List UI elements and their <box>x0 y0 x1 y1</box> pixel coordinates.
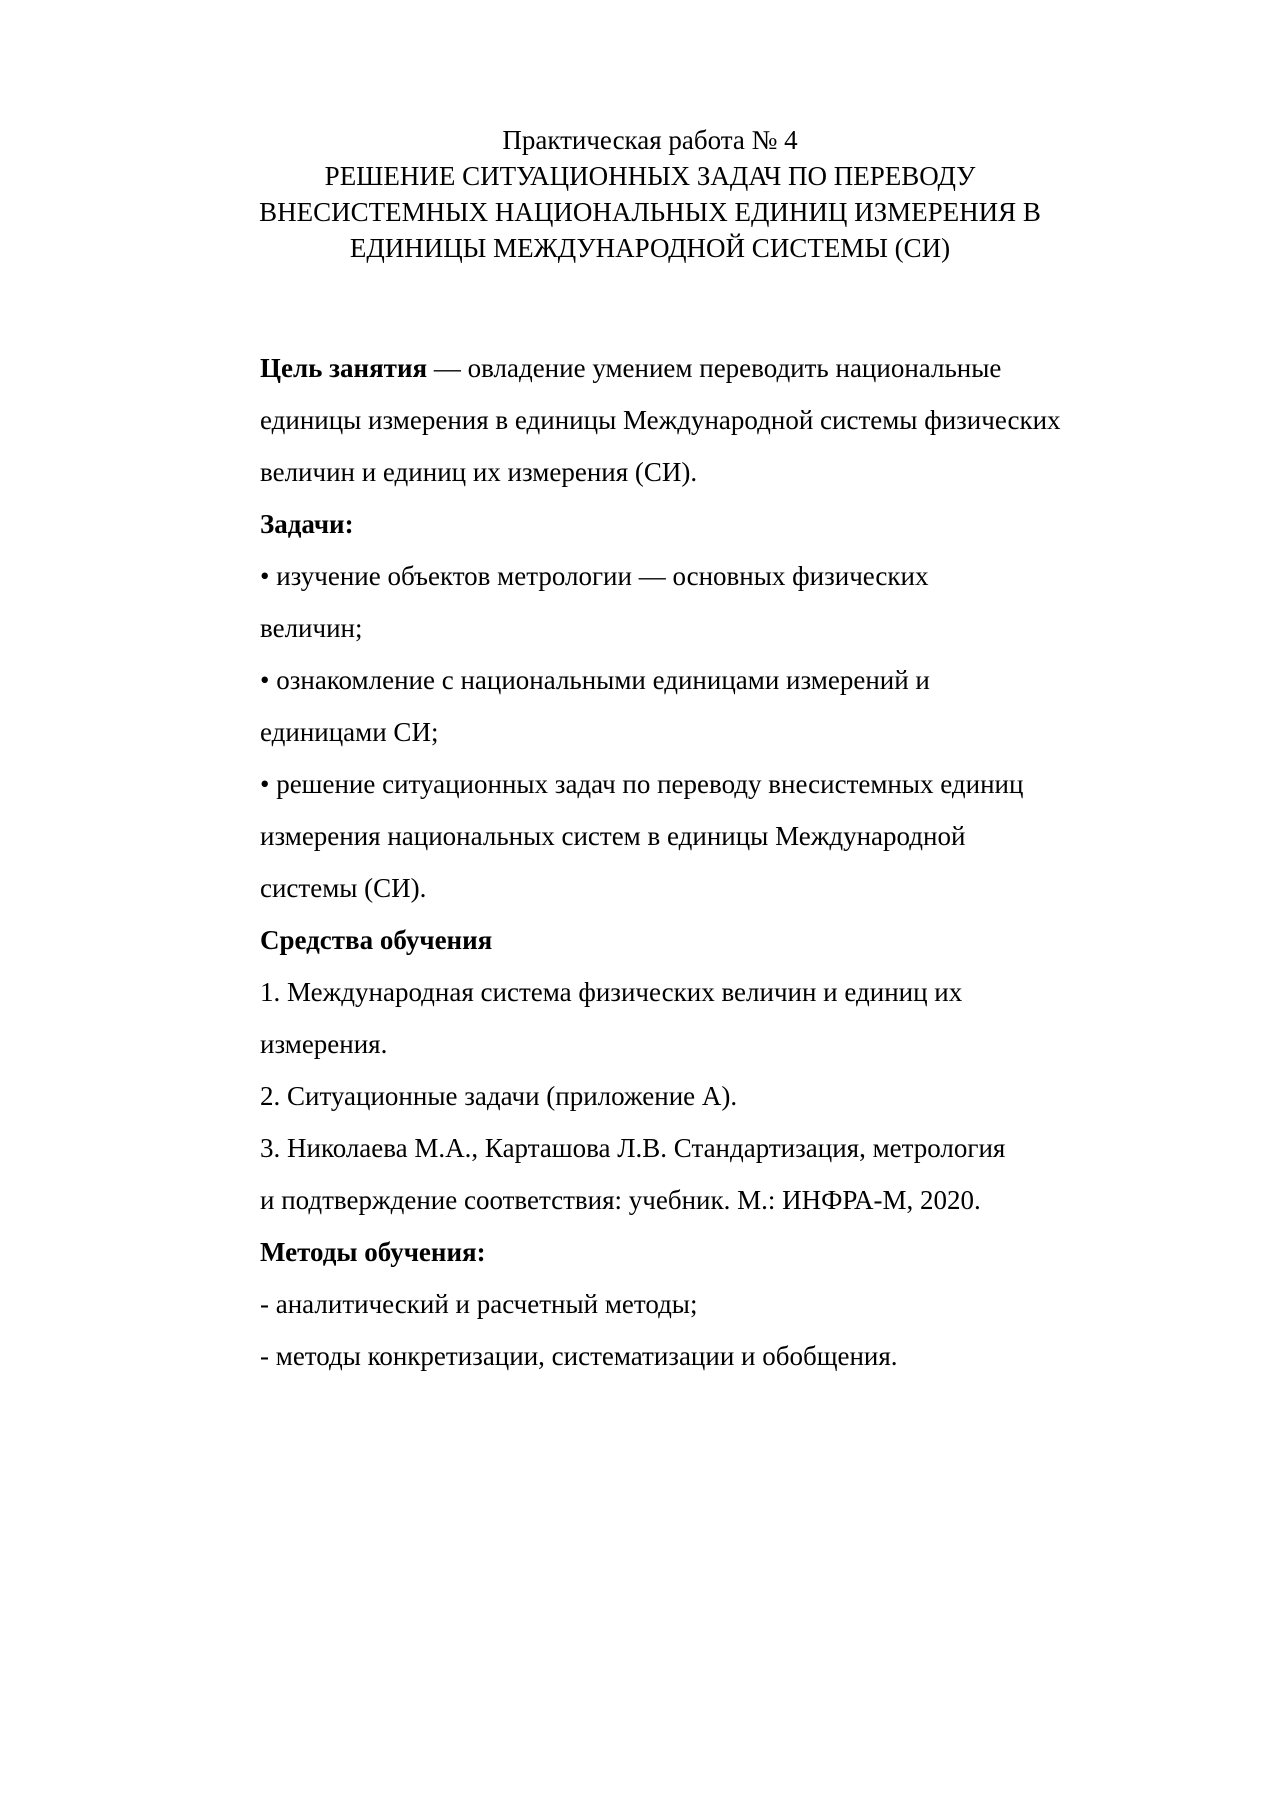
means-item-3-line-1: 3. Николаева М.А., Карташова Л.В. Стандартизация, метрология <box>260 1133 1006 1163</box>
task-item-2-line-2: единицами СИ; <box>260 717 439 747</box>
work-title: Практическая работа № 4 <box>502 125 798 155</box>
means-item-1-line-1: 1. Международная система физических величин и единиц их <box>260 977 963 1007</box>
tasks-heading: Задачи: <box>260 509 354 539</box>
topic-title-line-2: ВНЕСИСТЕМНЫХ НАЦИОНАЛЬНЫХ ЕДИНИЦ ИЗМЕРЕНИЯ В <box>259 197 1041 227</box>
topic-title-line-3: ЕДИНИЦЫ МЕЖДУНАРОДНОЙ СИСТЕМЫ (СИ) <box>349 233 951 263</box>
task-item-3-line-3: системы (СИ). <box>260 873 427 903</box>
task-item-1-line-2: величин; <box>260 613 363 643</box>
means-item-2-line-1: 2. Ситуационные задачи (приложение А). <box>260 1081 738 1111</box>
goal-line-3: величин и единиц их измерения (СИ). <box>260 457 698 487</box>
goal-label: Цель занятия <box>260 353 428 383</box>
means-item-1-line-2: измерения. <box>260 1029 388 1059</box>
methods-heading: Методы обучения: <box>260 1237 486 1267</box>
means-heading: Средства обучения <box>260 925 493 955</box>
document-body <box>260 342 1200 1382</box>
task-item-3-line-1: • решение ситуационных задач по переводу внесистемных единиц <box>260 769 1024 799</box>
task-item-1-line-1: • изучение объектов метрологии — основных физических <box>260 561 929 591</box>
goal-line-2: единицы измерения в единицы Международной системы физических <box>260 405 1061 435</box>
goal-line-1 <box>260 342 1200 394</box>
topic-title-line-1: РЕШЕНИЕ СИТУАЦИОННЫХ ЗАДАЧ ПО ПЕРЕВОДУ <box>324 161 976 191</box>
task-item-2-line-1: • ознакомление с национальными единицами измерений и <box>260 665 930 695</box>
task-item-3-line-2: измерения национальных систем в единицы Международной <box>260 821 966 851</box>
goal-text-start: — овладение умением переводить национальные <box>427 353 1002 383</box>
methods-item-1: - аналитический и расчетный методы; <box>260 1289 698 1319</box>
methods-item-2: - методы конкретизации, систематизации и обобщения. <box>260 1341 898 1371</box>
means-item-3-line-2: и подтверждение соответствия: учебник. М.: ИНФРА-М, 2020. <box>260 1185 981 1215</box>
document-header <box>200 122 1100 266</box>
